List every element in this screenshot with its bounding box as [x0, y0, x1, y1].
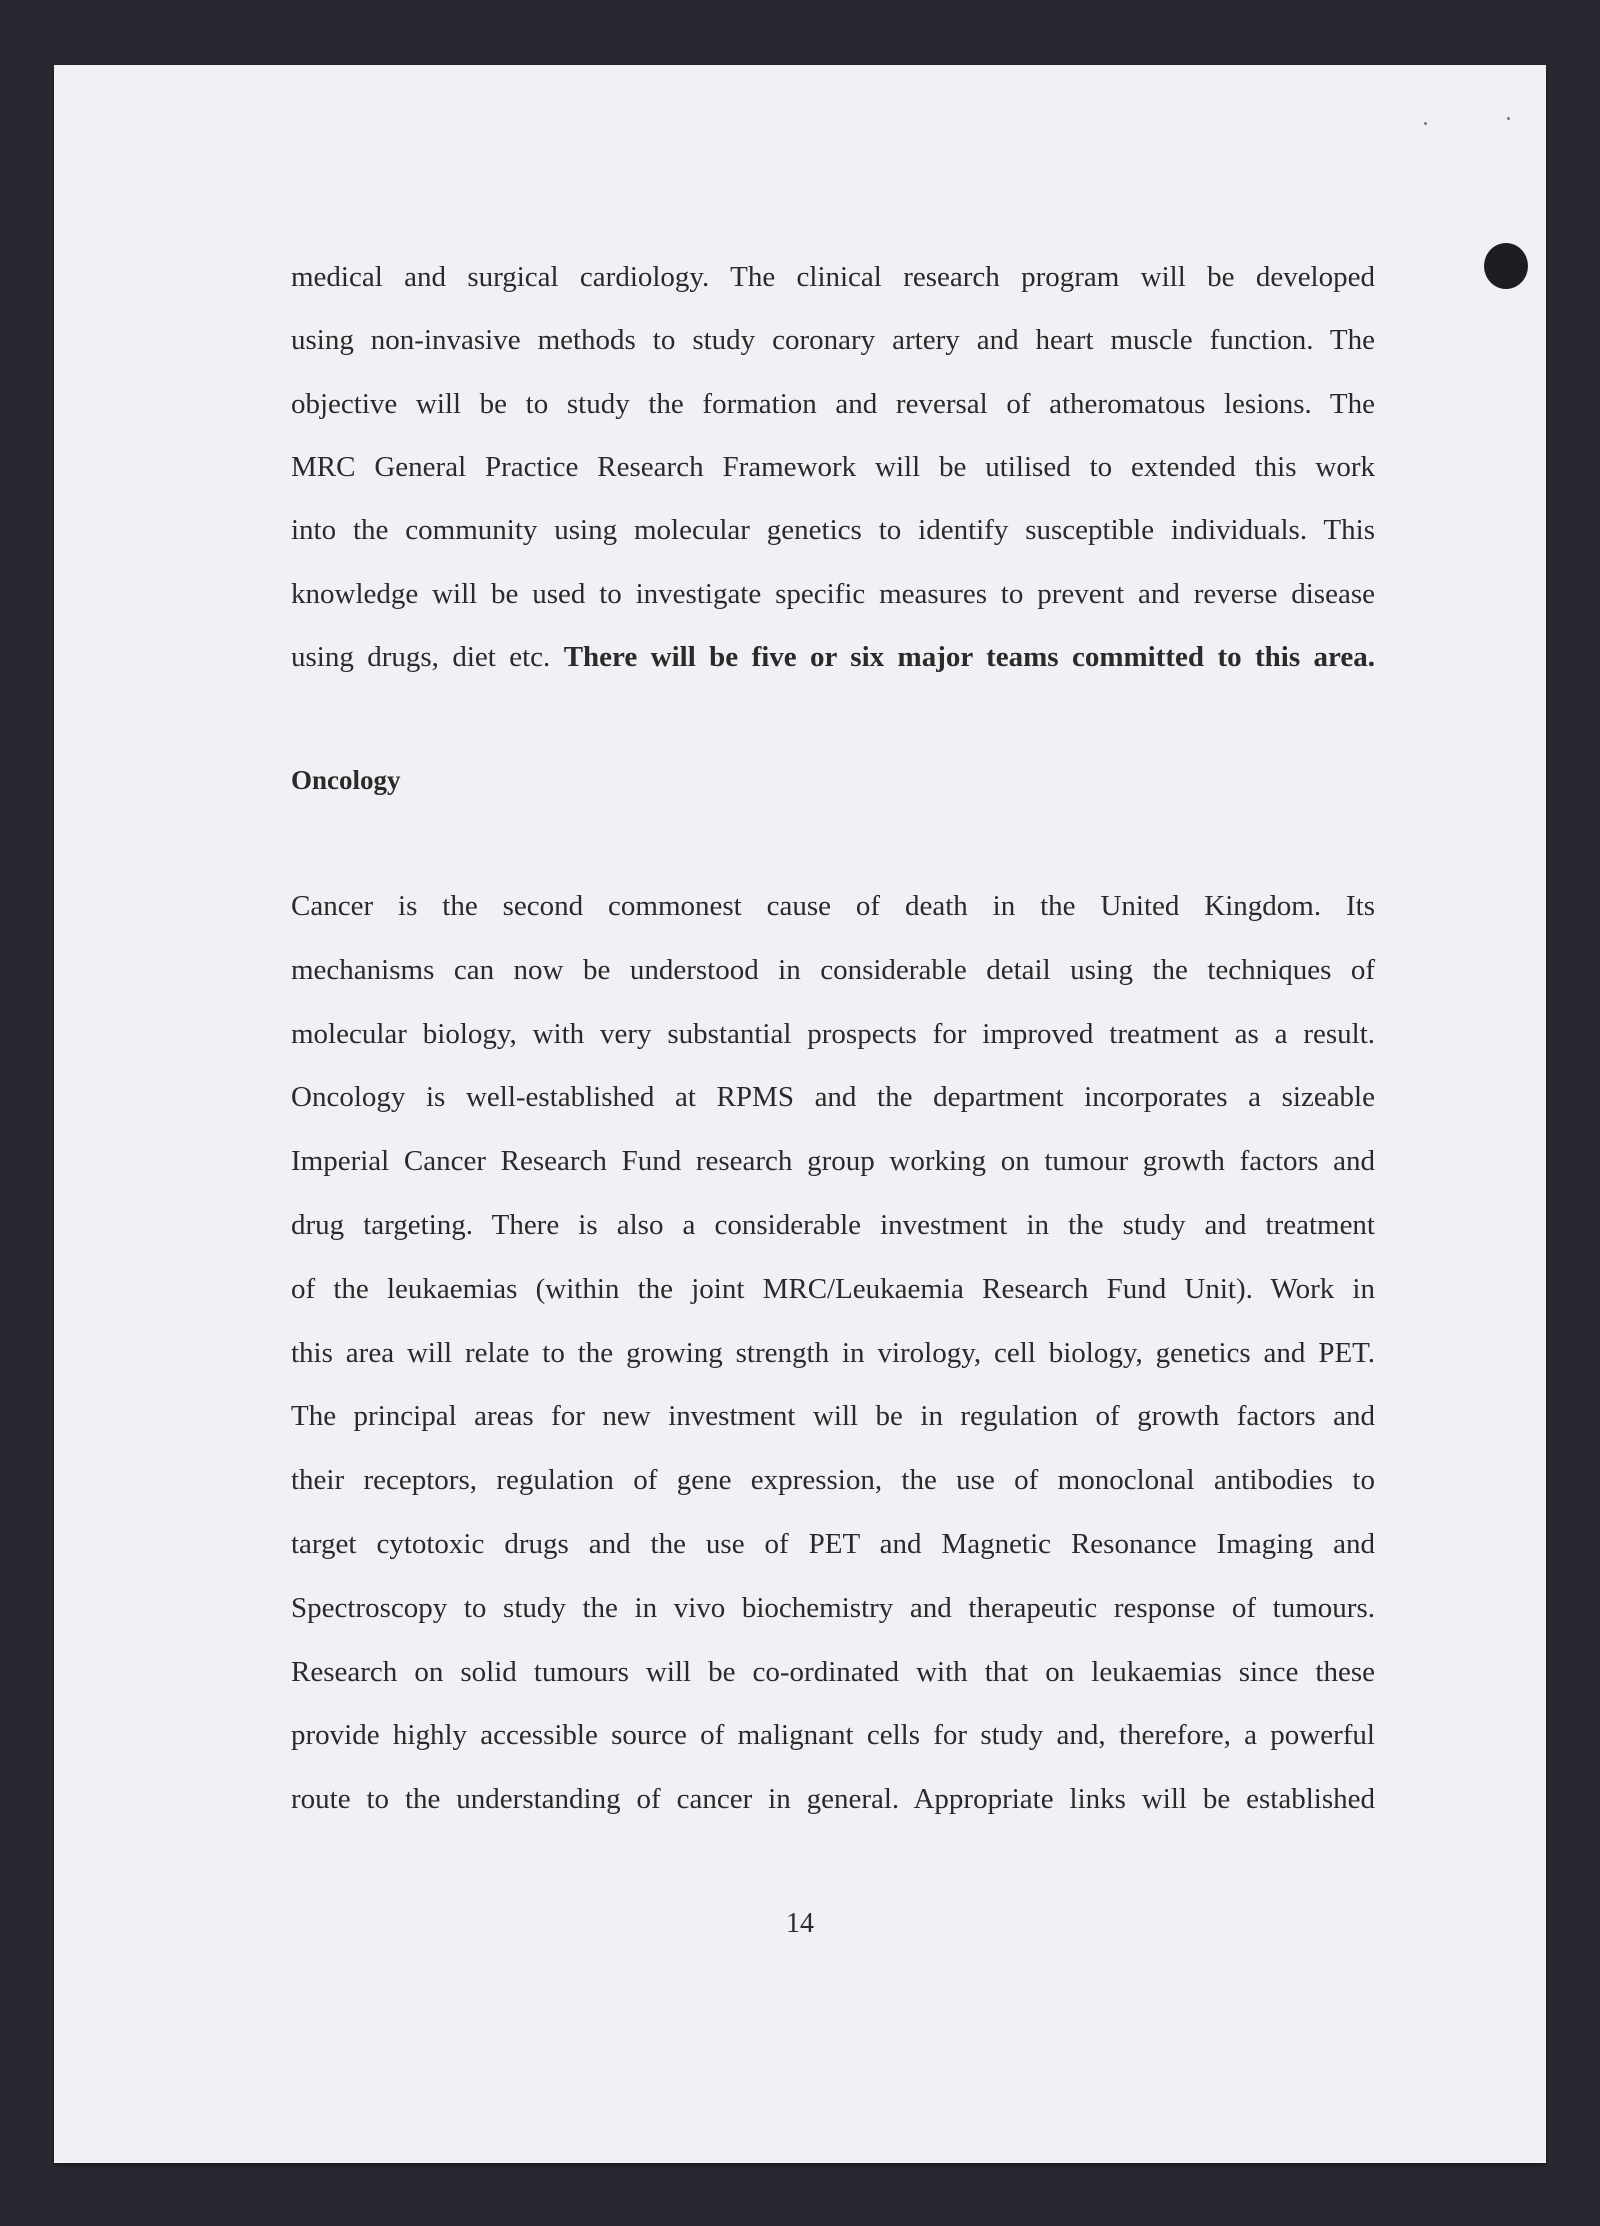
text-line: drug targeting. There is also a considerable investment in the study and treatment: [291, 1209, 1375, 1241]
text-line: Research on solid tumours will be co-ordinated with that on leukaemias since these: [291, 1655, 1375, 1688]
text-line: molecular biology, with very substantial prospects for improved treatment as a result.: [291, 1017, 1375, 1050]
text-line: into the community using molecular genetics to identify susceptible individuals. This: [291, 514, 1375, 547]
text-line: [291, 641, 1375, 674]
text-line: Oncology is well-established at RPMS and the department incorporates a sizeable: [291, 1081, 1375, 1114]
text-line: objective will be to study the formation and reversal of atheromatous lesions. The: [291, 387, 1375, 420]
document-page: [54, 65, 1546, 2163]
text-bold-emphasis: There will be five or six major teams committed to this area.: [563, 640, 1375, 673]
text-line: medical and surgical cardiology. The clinical research program will be developed: [291, 261, 1375, 293]
text-line: knowledge will be used to investigate specific measures to prevent and reverse disease: [291, 577, 1375, 610]
speck: [1424, 122, 1427, 125]
text-line: route to the understanding of cancer in general. Appropriate links will be established: [291, 1783, 1375, 1816]
text-plain: using drugs, diet etc.: [291, 640, 551, 673]
text-line: The principal areas for new investment will be in regulation of growth factors and: [291, 1400, 1375, 1433]
text-line: Cancer is the second commonest cause of death in the United Kingdom. Its: [291, 890, 1375, 922]
section-heading-oncology: Oncology: [291, 765, 401, 795]
page-number: 14: [786, 1908, 814, 1939]
text-line: mechanisms can now be understood in considerable detail using the techniques of: [291, 953, 1375, 986]
text-line: of the leukaemias (within the joint MRC/Leukaemia Research Fund Unit). Work in: [291, 1272, 1375, 1305]
text-line: using non-invasive methods to study coronary artery and heart muscle function. The: [291, 324, 1375, 357]
text-line: this area will relate to the growing strength in virology, cell biology, genetics and PET.: [291, 1336, 1375, 1369]
text-line: MRC General Practice Research Framework will be utilised to extended this work: [291, 450, 1375, 483]
text-line: target cytotoxic drugs and the use of PET and Magnetic Resonance Imaging and: [291, 1528, 1375, 1560]
punch-hole: [1484, 243, 1528, 289]
text-line: Spectroscopy to study the in vivo biochemistry and therapeutic response of tumours.: [291, 1591, 1375, 1624]
text-line: Imperial Cancer Research Fund research group working on tumour growth factors and: [291, 1145, 1375, 1178]
text-line: their receptors, regulation of gene expression, the use of monoclonal antibodies to: [291, 1464, 1375, 1497]
speck: [1507, 117, 1510, 120]
text-line: provide highly accessible source of malignant cells for study and, therefore, a powerful: [291, 1719, 1375, 1752]
